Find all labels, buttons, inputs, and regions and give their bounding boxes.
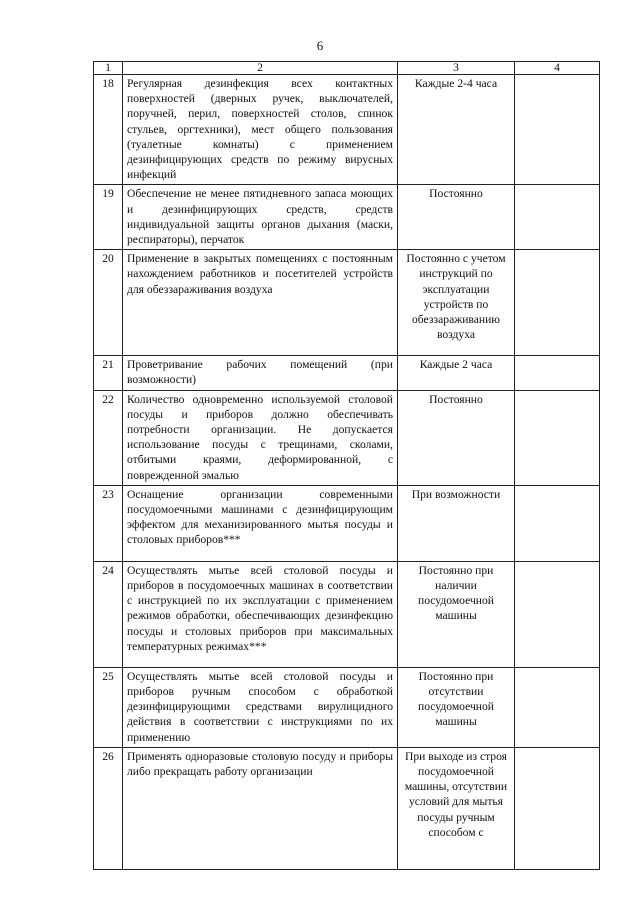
measure-text: Количество одновременно используемой столовой посуды и приборов должно обеспечивать потребности организации. Не допускается использование посуды с трещинами, сколами, отбитыми краями, деформированной, с поврежденной эмалью (123, 390, 398, 485)
row-number: 19 (94, 185, 123, 250)
table-row (94, 250, 600, 356)
measure-text: Применять одноразовые столовую посуду и приборы либо прекращать работу организации (123, 747, 398, 869)
row-number: 23 (94, 485, 123, 561)
column-header-3: 3 (398, 62, 515, 75)
notes-cell (515, 250, 600, 356)
table-row (94, 75, 600, 185)
frequency-text: Постоянно с учетом инструкций по эксплуатации устройств по обеззараживанию воздуха (398, 250, 515, 356)
column-header-1: 1 (94, 62, 123, 75)
row-number: 26 (94, 747, 123, 869)
table-row (94, 485, 600, 561)
table-row (94, 185, 600, 250)
row-number: 20 (94, 250, 123, 356)
measure-text: Осуществлять мытье всей столовой посуды и приборов в посудомоечных машинах в соответствии с инструкцией по их эксплуатации с применением режимов обработки, обеспечивающих дезинфекцию посуды и столовых приборов при максимальных температурных режимах*** (123, 561, 398, 667)
frequency-text: Постоянно (398, 390, 515, 485)
measures-table (93, 61, 600, 870)
column-header-2: 2 (123, 62, 398, 75)
frequency-text: Каждые 2-4 часа (398, 75, 515, 185)
notes-cell (515, 561, 600, 667)
frequency-text: Постоянно (398, 185, 515, 250)
table-row (94, 561, 600, 667)
frequency-text: Постоянно при отсутствии посудомоечной машины (398, 667, 515, 747)
notes-cell (515, 356, 600, 390)
measure-text: Проветривание рабочих помещений (при возможности) (123, 356, 398, 390)
row-number: 22 (94, 390, 123, 485)
notes-cell (515, 185, 600, 250)
notes-cell (515, 485, 600, 561)
frequency-text: При выходе из строя посудомоечной машины, отсутствии условий для мытья посуды ручным способом с (398, 747, 515, 869)
row-number: 18 (94, 75, 123, 185)
notes-cell (515, 75, 600, 185)
column-header-4: 4 (515, 62, 600, 75)
row-number: 25 (94, 667, 123, 747)
table-row (94, 390, 600, 485)
frequency-text: Каждые 2 часа (398, 356, 515, 390)
measure-text: Осуществлять мытье всей столовой посуды и приборов ручным способом с обработкой дезинфицирующими средствами вирулицидного действия в соответствии с инструкциями по их применению (123, 667, 398, 747)
notes-cell (515, 390, 600, 485)
measure-text: Оснащение организации современными посудомоечными машинами с дезинфицирующим эффектом для механизированного мытья посуды и столовых приборов*** (123, 485, 398, 561)
measure-text: Применение в закрытых помещениях с постоянным нахождением работников и посетителей устройств для обеззараживания воздуха (123, 250, 398, 356)
table-row (94, 747, 600, 869)
row-number: 21 (94, 356, 123, 390)
table-row (94, 356, 600, 390)
page-number: 6 (316, 38, 324, 53)
table-row (94, 667, 600, 747)
notes-cell (515, 667, 600, 747)
header-row (94, 62, 600, 75)
frequency-text: Постоянно при наличии посудомоечной машины (398, 561, 515, 667)
notes-cell (515, 747, 600, 869)
measure-text: Обеспечение не менее пятидневного запаса моющих и дезинфицирующих средств, средств индивидуальной защиты органов дыхания (маски, респираторы), перчаток (123, 185, 398, 250)
frequency-text: При возможности (398, 485, 515, 561)
row-number: 24 (94, 561, 123, 667)
measure-text: Регулярная дезинфекция всех контактных поверхностей (дверных ручек, выключателей, поручней, перил, поверхностей столов, спинок стульев, оргтехники), мест общего пользования (туалетные комнаты) с применением дезинфицирующих средств по режиму вирусных инфекций (123, 75, 398, 185)
